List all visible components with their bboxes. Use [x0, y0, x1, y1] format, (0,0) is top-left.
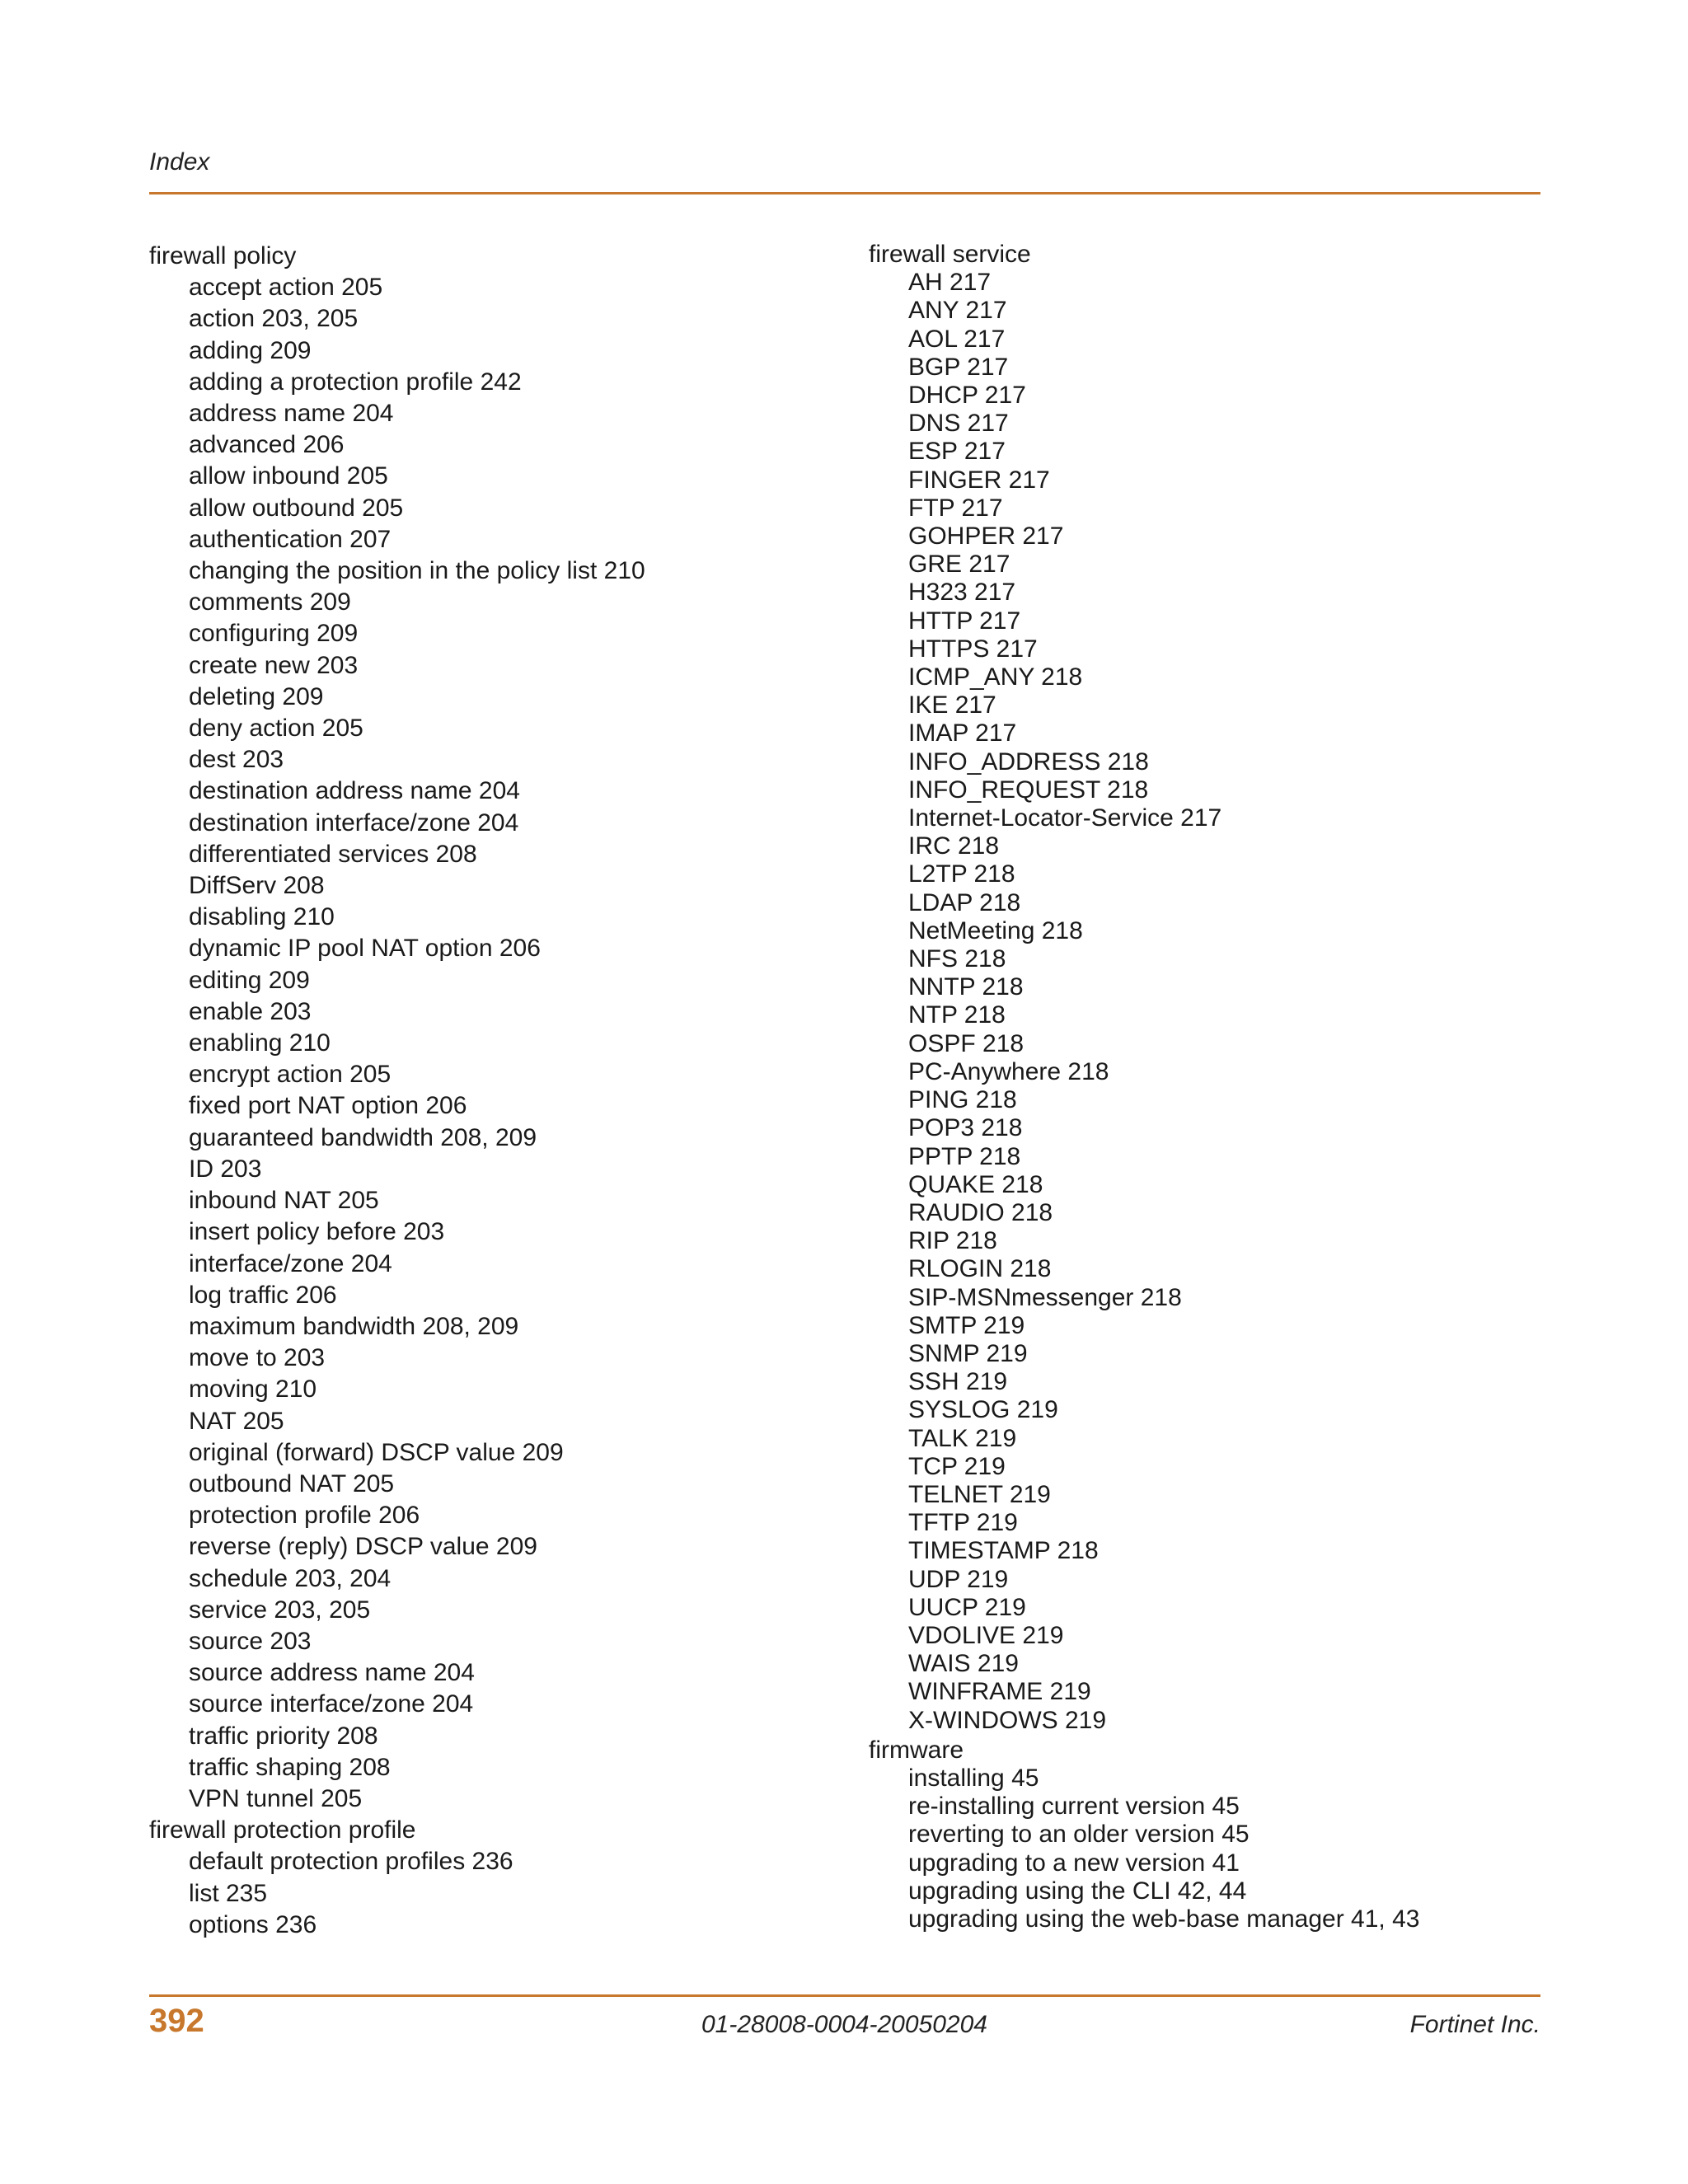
index-subentry: RAUDIO 218 [908, 1198, 1053, 1226]
document-id: 01-28008-0004-20050204 [701, 2011, 987, 2038]
index-subentry: LDAP 218 [908, 888, 1021, 916]
index-subentry: log traffic 206 [189, 1281, 337, 1309]
index-subentry: traffic shaping 208 [189, 1753, 391, 1781]
index-subentry: editing 209 [189, 966, 310, 994]
index-subentry: IMAP 217 [908, 719, 1017, 748]
index-subentry: dynamic IP pool NAT option 206 [189, 935, 541, 963]
footer-rule [149, 1994, 1540, 1997]
index-subentry: reverting to an older version 45 [908, 1821, 1250, 1849]
index-subentry: enabling 210 [189, 1029, 331, 1057]
index-subentry: QUAKE 218 [908, 1170, 1043, 1198]
index-subentry: fixed port NAT option 206 [189, 1092, 467, 1120]
index-subentry: DiffServ 208 [189, 872, 325, 900]
index-subentry: RIP 218 [908, 1227, 997, 1255]
index-subentry: advanced 206 [189, 431, 345, 459]
index-subentry: NetMeeting 218 [908, 916, 1083, 944]
header-rule [149, 192, 1540, 194]
index-subentry: BGP 217 [908, 353, 1009, 381]
index-subentry: TCP 219 [908, 1452, 1006, 1480]
index-subentry: source 203 [189, 1627, 312, 1655]
index-subentry: INFO_REQUEST 218 [908, 776, 1149, 804]
index-subentry: ESP 217 [908, 438, 1006, 466]
index-heading: firewall service [869, 241, 1031, 268]
index-subentry: enable 203 [189, 997, 312, 1025]
index-subentry: inbound NAT 205 [189, 1187, 379, 1215]
index-subentry: adding a protection profile 242 [189, 368, 522, 396]
index-column-right [869, 241, 1540, 1933]
running-header: Index [149, 148, 210, 176]
index-subentry: encrypt action 205 [189, 1061, 392, 1089]
index-subentry: GRE 217 [908, 551, 1010, 579]
index-subentry: original (forward) DSCP value 209 [189, 1438, 564, 1466]
index-subentry: SSH 219 [908, 1368, 1008, 1396]
index-subentry: accept action 205 [189, 274, 383, 302]
page-number: 392 [149, 2003, 204, 2039]
index-subentry: SNMP 219 [908, 1339, 1028, 1367]
index-subentry: authentication 207 [189, 525, 392, 553]
index-subentry: TALK 219 [908, 1424, 1017, 1452]
index-subentry: AH 217 [908, 269, 992, 297]
index-subentry: TFTP 219 [908, 1509, 1018, 1537]
index-subentry: SMTP 219 [908, 1311, 1025, 1339]
index-subentry: UDP 219 [908, 1565, 1009, 1593]
index-subentry: FTP 217 [908, 494, 1003, 522]
index-subentry: changing the position in the policy list 210 [189, 557, 645, 585]
index-subentry: action 203, 205 [189, 305, 359, 333]
index-heading: firewall policy [149, 242, 297, 269]
index-subentry: PING 218 [908, 1086, 1017, 1114]
index-subentry: differentiated services 208 [189, 840, 477, 868]
index-subentry: allow inbound 205 [189, 462, 388, 490]
index-subentry: allow outbound 205 [189, 494, 404, 522]
index-subentry: re-installing current version 45 [908, 1793, 1240, 1821]
index-subentry: deny action 205 [189, 715, 363, 743]
index-subentry: list 235 [189, 1879, 268, 1907]
index-subentry: destination interface/zone 204 [189, 808, 519, 837]
index-subentry: moving 210 [189, 1376, 317, 1404]
index-subentry: VDOLIVE 219 [908, 1621, 1064, 1649]
index-subentry: destination address name 204 [189, 777, 520, 805]
index-subentry: ANY 217 [908, 297, 1007, 325]
index-subentry: HTTP 217 [908, 607, 1021, 635]
index-subentry: source address name 204 [189, 1659, 475, 1687]
index-subentry: WAIS 219 [908, 1650, 1019, 1678]
index-subentry: IKE 217 [908, 691, 996, 719]
index-subentry: RLOGIN 218 [908, 1255, 1052, 1283]
index-subentry: schedule 203, 204 [189, 1564, 392, 1592]
index-subentry: create new 203 [189, 651, 359, 679]
index-subentry: service 203, 205 [189, 1596, 371, 1624]
index-heading: firewall protection profile [149, 1816, 416, 1844]
index-subentry: deleting 209 [189, 682, 324, 710]
index-subentry: ICMP_ANY 218 [908, 663, 1083, 691]
index-subentry: insert policy before 203 [189, 1218, 445, 1246]
index-subentry: reverse (reply) DSCP value 209 [189, 1533, 537, 1561]
index-subentry: adding 209 [189, 336, 312, 364]
index-column-left [149, 241, 858, 1941]
index-subentry: AOL 217 [908, 325, 1006, 353]
index-subentry: traffic priority 208 [189, 1722, 378, 1750]
index-subentry: guaranteed bandwidth 208, 209 [189, 1123, 537, 1151]
index-subentry: protection profile 206 [189, 1502, 420, 1530]
index-subentry: NNTP 218 [908, 973, 1024, 1001]
index-subentry: SIP-MSNmessenger 218 [908, 1283, 1182, 1311]
index-subentry: move to 203 [189, 1344, 326, 1372]
index-subentry: DNS 217 [908, 410, 1009, 438]
index-subentry: upgrading to a new version 41 [908, 1849, 1240, 1877]
index-subentry: DHCP 217 [908, 382, 1026, 410]
index-subentry: NFS 218 [908, 945, 1006, 973]
index-subentry: WINFRAME 219 [908, 1678, 1091, 1706]
index-subentry: UUCP 219 [908, 1593, 1026, 1621]
index-subentry: address name 204 [189, 400, 394, 428]
index-subentry: maximum bandwidth 208, 209 [189, 1312, 519, 1340]
index-subentry: ID 203 [189, 1155, 262, 1183]
index-subentry: GOHPER 217 [908, 523, 1064, 551]
index-subentry: upgrading using the CLI 42, 44 [908, 1877, 1247, 1905]
index-subentry: TELNET 219 [908, 1480, 1051, 1508]
index-subentry: default protection profiles 236 [189, 1848, 513, 1876]
index-subentry: POP3 218 [908, 1114, 1023, 1142]
company-name: Fortinet Inc. [1409, 2011, 1540, 2038]
index-subentry: HTTPS 217 [908, 635, 1038, 663]
index-subentry: X-WINDOWS 219 [908, 1706, 1107, 1734]
index-subentry: NTP 218 [908, 1001, 1006, 1029]
index-subentry: comments 209 [189, 588, 351, 616]
index-subentry: disabling 210 [189, 903, 335, 931]
index-subentry: PPTP 218 [908, 1142, 1021, 1170]
index-subentry: INFO_ADDRESS 218 [908, 748, 1149, 776]
index-subentry: interface/zone 204 [189, 1249, 392, 1277]
index-subentry: Internet-Locator-Service 217 [908, 804, 1222, 832]
index-subentry: OSPF 218 [908, 1029, 1025, 1057]
index-subentry: H323 217 [908, 579, 1016, 607]
index-subentry: installing 45 [908, 1764, 1039, 1792]
index-subentry: SYSLOG 219 [908, 1396, 1058, 1424]
index-subentry: TIMESTAMP 218 [908, 1537, 1099, 1565]
index-subentry: configuring 209 [189, 620, 359, 648]
index-subentry: outbound NAT 205 [189, 1469, 395, 1497]
index-subentry: PC-Anywhere 218 [908, 1057, 1109, 1085]
index-subentry: VPN tunnel 205 [189, 1784, 363, 1812]
index-subentry: source interface/zone 204 [189, 1690, 474, 1718]
index-subentry: options 236 [189, 1910, 317, 1938]
index-subentry: upgrading using the web-base manager 41, 43 [908, 1905, 1420, 1933]
index-subentry: IRC 218 [908, 832, 1000, 860]
index-subentry: L2TP 218 [908, 860, 1015, 888]
index-subentry: NAT 205 [189, 1407, 284, 1435]
index-subentry: FINGER 217 [908, 466, 1050, 494]
index-heading: firmware [869, 1736, 964, 1764]
index-subentry: dest 203 [189, 746, 284, 774]
